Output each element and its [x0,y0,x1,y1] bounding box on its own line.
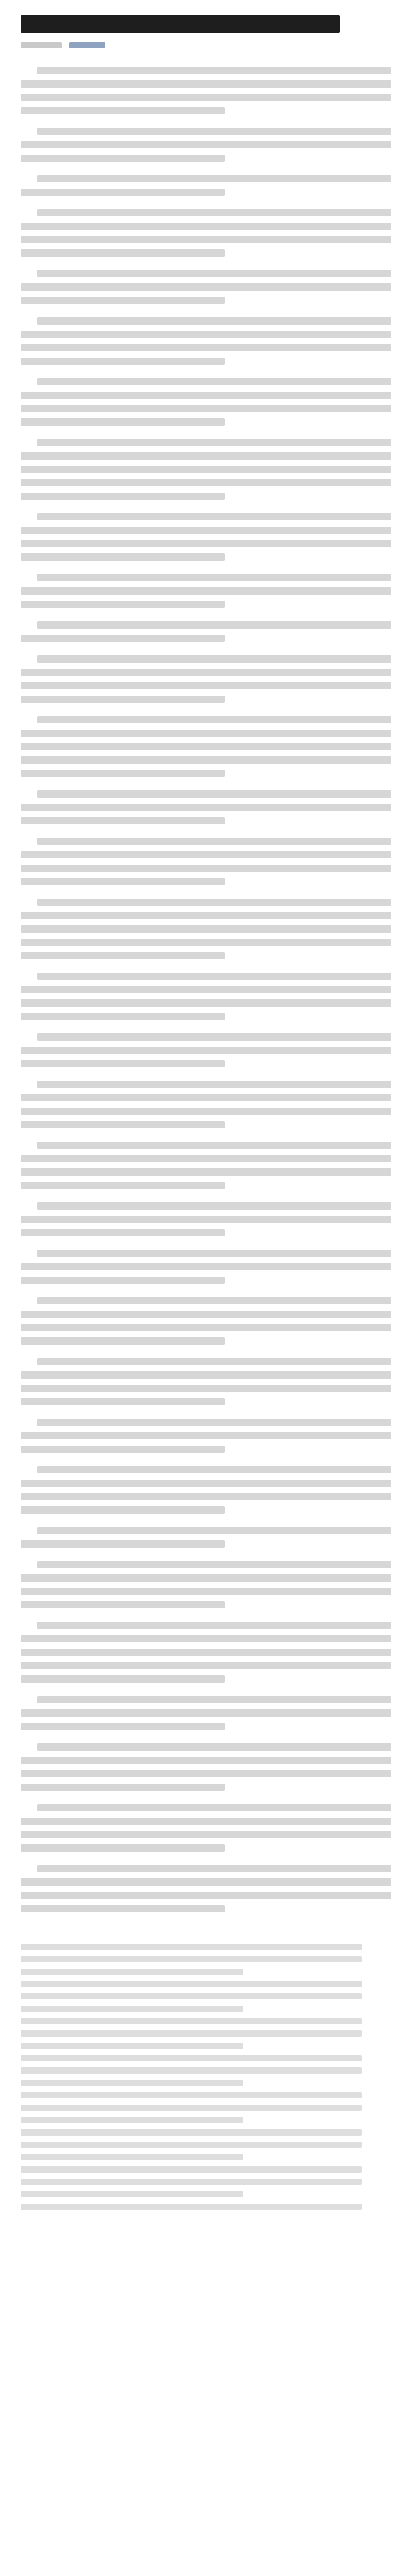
paragraph-line [37,1561,391,1568]
paragraph-line [37,209,391,216]
paragraph-line [21,682,391,689]
paragraph-line [21,155,225,162]
paragraph [21,973,391,1020]
paragraph-line [37,1142,391,1149]
paragraph-line [21,756,391,764]
paragraph-line [21,452,391,460]
paragraph [21,1743,391,1791]
paragraph-line [21,1675,225,1683]
paragraph-line [21,479,391,486]
paragraph-line [21,1324,391,1331]
paragraph-line [37,1358,391,1365]
paragraph-line [37,317,391,325]
paragraph-line [21,1060,225,1067]
paragraph-line [37,973,391,980]
paragraph [21,128,391,162]
paragraph-line [21,851,391,858]
paragraph-line [21,1892,391,1899]
paragraph-line [21,1094,391,1101]
note-line [21,2142,362,2148]
paragraph [21,513,391,561]
note-line [21,2179,362,2185]
paragraph [21,1527,391,1548]
paragraph [21,67,391,114]
paragraph-line [37,655,391,663]
note-line [21,2006,243,2012]
paragraph-line [21,1385,391,1392]
paragraph [21,1419,391,1453]
paragraph-line [21,669,391,676]
paragraph-line [21,770,225,777]
paragraph-line [37,378,391,385]
paragraph-line [21,1662,391,1669]
paragraph-line [37,270,391,277]
paragraph [21,1202,391,1236]
paragraph-line [21,331,391,338]
paragraph-line [21,1121,225,1128]
paragraph-line [37,175,391,182]
paragraph-line [21,1493,391,1500]
paragraph-line [21,1013,225,1020]
paragraph [21,439,391,500]
paragraph-line [37,838,391,845]
paragraph-line [21,1263,391,1270]
paragraph-line [21,344,391,351]
paragraph-line [21,1371,391,1379]
paragraph [21,317,391,365]
note-line [21,2117,243,2123]
paragraph-line [21,107,225,114]
paragraph [21,574,391,608]
paragraph-line [21,1784,225,1791]
paragraph-line [21,1540,225,1548]
paragraph-line [37,621,391,629]
paragraph-line [21,817,225,824]
paragraph-line [21,925,391,933]
paragraph-line [21,1770,391,1777]
article-notes [0,1944,412,2210]
paragraph [21,1297,391,1345]
paragraph-line [37,1696,391,1703]
paragraph-line [21,912,391,919]
paragraph [21,1250,391,1284]
paragraph [21,1142,391,1189]
paragraph-line [21,587,391,595]
paragraph-line [21,249,225,257]
paragraph-line [21,297,225,304]
paragraph-line [21,865,391,872]
article-header [0,0,412,48]
article-meta [21,42,391,48]
paragraph-line [21,1723,225,1730]
paragraph-line [37,1622,391,1629]
paragraph-line [21,1432,391,1439]
paragraph [21,899,391,959]
paragraph [21,621,391,642]
article-date [21,42,62,48]
paragraph-line [21,1311,391,1318]
paragraph-line [21,1844,225,1852]
paragraph-line [21,601,225,608]
note-line [21,1981,362,1987]
note-line [21,2191,243,2197]
paragraph-line [21,1649,391,1656]
paragraph-line [21,1108,391,1115]
paragraph-line [37,67,391,74]
paragraph-line [37,1804,391,1811]
paragraph-line [21,1905,225,1912]
note-line [21,1956,362,1962]
note-line [21,2043,243,2049]
paragraph-line [21,527,391,534]
paragraph-line [21,1155,391,1162]
paragraph-line [37,439,391,446]
note-line [21,2204,362,2210]
paragraph [21,270,391,304]
paragraph-line [21,283,391,291]
paragraph-line [21,730,391,737]
article-source[interactable] [69,42,105,48]
paragraph-line [21,405,391,412]
paragraph-line [21,1229,225,1236]
paragraph-line [37,128,391,135]
note-line [21,2105,362,2111]
paragraph-line [37,1033,391,1041]
paragraph-line [21,189,225,196]
paragraph-line [21,358,225,365]
paragraph-line [21,952,225,959]
paragraph-line [21,1757,391,1764]
paragraph-line [21,1337,225,1345]
paragraph [21,1622,391,1683]
paragraph-line [21,1047,391,1054]
paragraph-line [37,1297,391,1304]
paragraph [21,209,391,257]
paragraph-line [21,878,225,885]
paragraph-line [21,939,391,946]
paragraph [21,1466,391,1514]
paragraph-line [21,1182,225,1189]
paragraph-line [37,1419,391,1426]
paragraph-line [37,790,391,798]
article-body [0,48,412,1912]
paragraph-line [37,1466,391,1473]
paragraph-line [37,513,391,520]
paragraph-line [21,418,225,426]
paragraph-line [21,743,391,750]
paragraph-line [21,1831,391,1838]
paragraph-line [21,1277,225,1284]
paragraph-line [21,1398,225,1405]
paragraph-line [21,1588,391,1595]
paragraph [21,838,391,885]
paragraph-line [37,716,391,723]
paragraph-line [21,141,391,148]
paragraph-line [21,540,391,547]
paragraph-line [21,804,391,811]
paragraph [21,378,391,426]
paragraph-line [21,1480,391,1487]
paragraph [21,1696,391,1730]
paragraph-line [21,1878,391,1886]
paragraph-line [21,1446,225,1453]
note-line [21,2055,362,2061]
paragraph-line [37,899,391,906]
paragraph [21,1561,391,1608]
note-line [21,2154,243,2160]
paragraph-line [21,80,391,88]
paragraph-line [21,1506,225,1514]
note-line [21,2166,362,2173]
paragraph [21,655,391,703]
paragraph-line [37,1865,391,1872]
paragraph-line [21,553,225,561]
note-line [21,1969,243,1975]
note-line [21,1944,362,1950]
paragraph-line [21,986,391,993]
paragraph-line [21,493,225,500]
paragraph [21,1358,391,1405]
paragraph-line [21,94,391,101]
paragraph [21,716,391,777]
paragraph-line [37,574,391,581]
paragraph-line [21,223,391,230]
paragraph-line [21,1635,391,1642]
paragraph-line [21,1709,391,1717]
article-title-placeholder [21,15,340,33]
paragraph [21,1081,391,1128]
paragraph-line [37,1202,391,1210]
paragraph-line [21,999,391,1007]
paragraph-line [37,1250,391,1257]
paragraph-line [21,1818,391,1825]
paragraph [21,1804,391,1852]
note-line [21,2067,362,2074]
note-line [21,2092,362,2098]
paragraph [21,175,391,196]
paragraph-line [37,1527,391,1534]
note-line [21,1993,362,1999]
paragraph-line [37,1081,391,1088]
paragraph-line [21,1216,391,1223]
paragraph-line [21,236,391,243]
paragraph [21,1865,391,1912]
paragraph-line [21,1168,391,1176]
note-line [21,2030,362,2037]
paragraph-line [21,635,225,642]
note-line [21,2080,243,2086]
paragraph-line [21,696,225,703]
paragraph-line [21,1574,391,1582]
note-line [21,2129,362,2136]
paragraph [21,790,391,824]
paragraph-line [21,466,391,473]
paragraph-line [21,1601,225,1608]
paragraph [21,1033,391,1067]
paragraph-line [21,392,391,399]
paragraph-line [37,1743,391,1751]
note-line [21,2018,362,2024]
